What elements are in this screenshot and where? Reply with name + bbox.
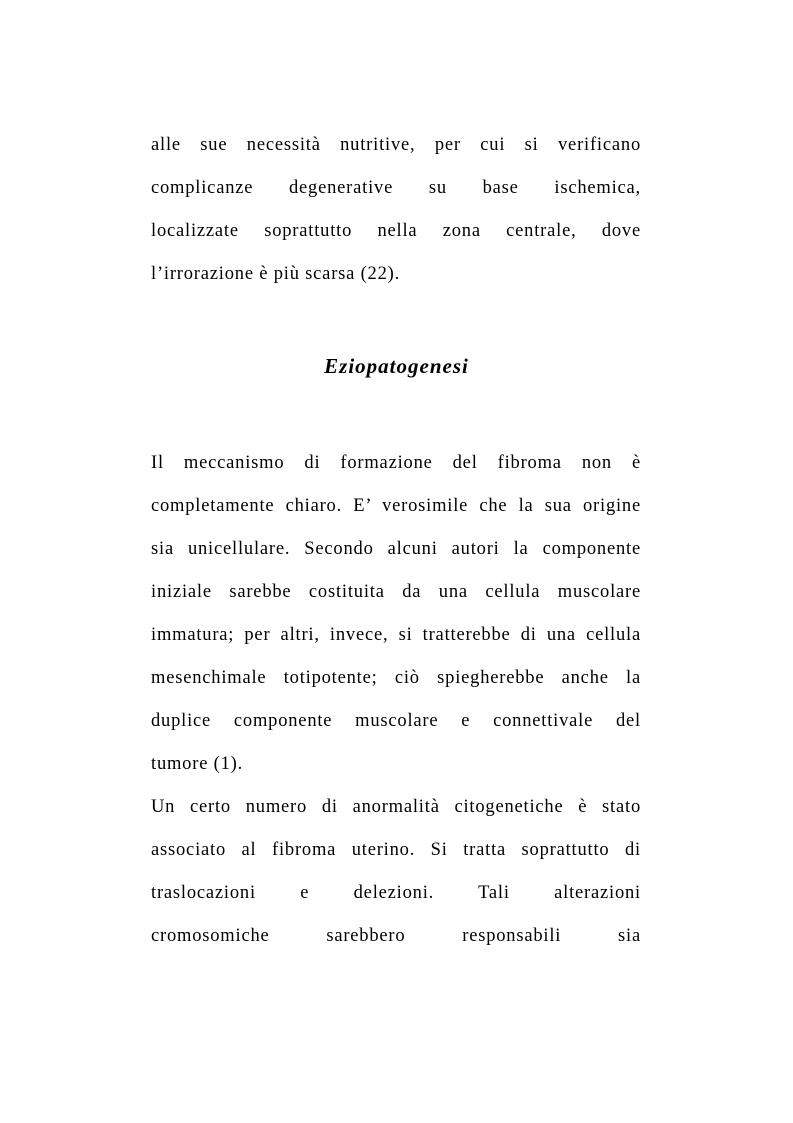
paragraph-2-line-2: completamente chiaro. E’ verosimile che la sua origine <box>151 496 641 516</box>
paragraph-3-line-4: cromosomiche sarebbero responsabili sia <box>151 926 641 946</box>
section-heading: Eziopatogenesi <box>324 354 469 378</box>
paragraph-2-line-8: tumore (1). <box>151 754 244 774</box>
paragraph-2-line-5: immatura; per altri, invece, si tratterebbe di una cellula <box>151 625 641 645</box>
paragraph-3-line-1: Un certo numero di anormalità citogenetiche è stato <box>151 797 641 817</box>
paragraph-1-line-4: l’irrorazione è più scarsa (22). <box>151 264 401 284</box>
paragraph-2-line-3: sia unicellulare. Secondo alcuni autori la componente <box>151 539 641 559</box>
paragraph-3-line-3: traslocazioni e delezioni. Tali alterazioni <box>151 883 641 903</box>
paragraph-1-line-1: alle sue necessità nutritive, per cui si verificano <box>151 135 641 155</box>
paragraph-3-line-2: associato al fibroma uterino. Si tratta soprattutto di <box>151 840 641 860</box>
paragraph-2-line-6: mesenchimale totipotente; ciò spiegherebbe anche la <box>151 668 641 688</box>
paragraph-1-line-3: localizzate soprattutto nella zona centrale, dove <box>151 221 641 241</box>
paragraph-2-line-4: iniziale sarebbe costituita da una cellula muscolare <box>151 582 641 602</box>
paragraph-1-line-2: complicanze degenerative su base ischemica, <box>151 178 641 198</box>
paragraph-2-line-1: Il meccanismo di formazione del fibroma non è <box>151 453 641 473</box>
paragraph-2-line-7: duplice componente muscolare e connettivale del <box>151 711 641 731</box>
